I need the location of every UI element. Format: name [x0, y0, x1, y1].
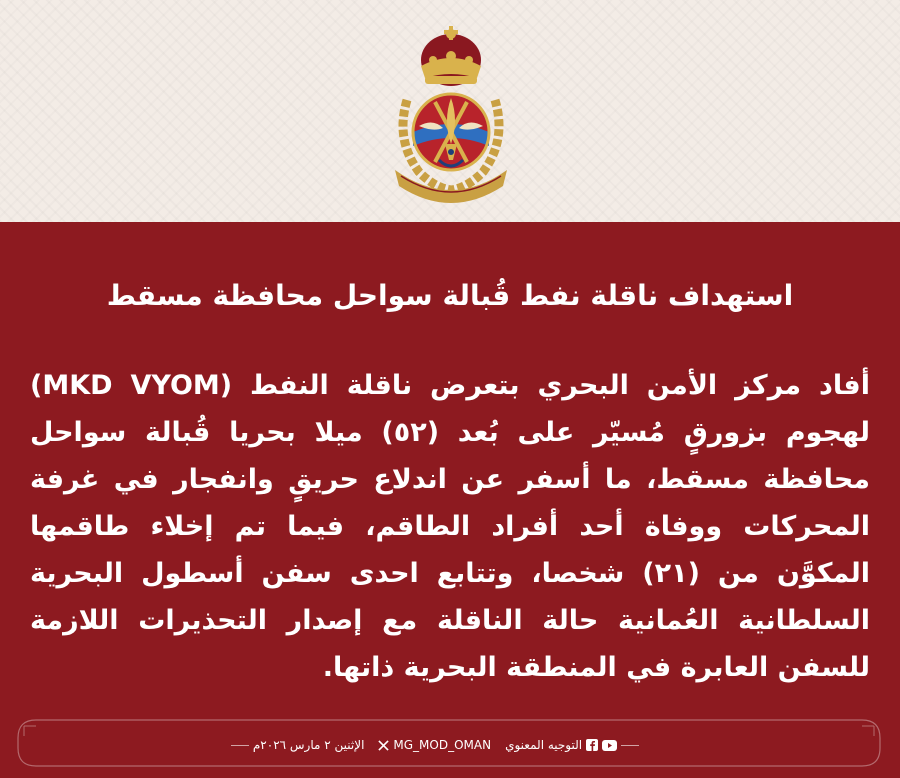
x-handle: MG_MOD_OMAN: [393, 738, 492, 752]
youtube-icon: [602, 740, 617, 751]
x-icon: [378, 740, 389, 751]
page-title: استهداف ناقلة نفط قُبالة سواحل محافظة مسقط: [106, 279, 794, 312]
social-label: التوجيه المعنوي: [505, 738, 583, 752]
date-text: الإثنين ٢ مارس ٢٠٢٦م: [252, 738, 365, 752]
oman-armed-forces-emblem: [385, 20, 517, 208]
social-link[interactable]: [505, 738, 639, 752]
divider: [231, 745, 249, 746]
article-body: أفاد مركز الأمن البحري بتعرض ناقلة النفط (MKD VYOM) لهجوم بزورقٍ مُسيّر على بُعد (٥٢) ميلا بحريا قُبالة سواحل محافظة مسقط، ما أسفر عن اندلاع حريقٍ وانفجار في غرفة المحركات ووفاة أحد أفراد الطاقم، فيما تم إخلاء طاقمها المكوَّن من (٢١) شخصا، وتتابع احدى سفن أسطول البحرية السلطانية العُمانية حالة الناقلة مع إصدار التحذيرات اللازمة للسفن العابرة في المنطقة البحرية ذاتها.: [30, 370, 870, 683]
footer-bar: [200, 732, 670, 758]
facebook-icon: [586, 739, 598, 751]
divider: [621, 745, 639, 746]
footer-date: [231, 738, 365, 752]
x-link[interactable]: [378, 738, 491, 752]
